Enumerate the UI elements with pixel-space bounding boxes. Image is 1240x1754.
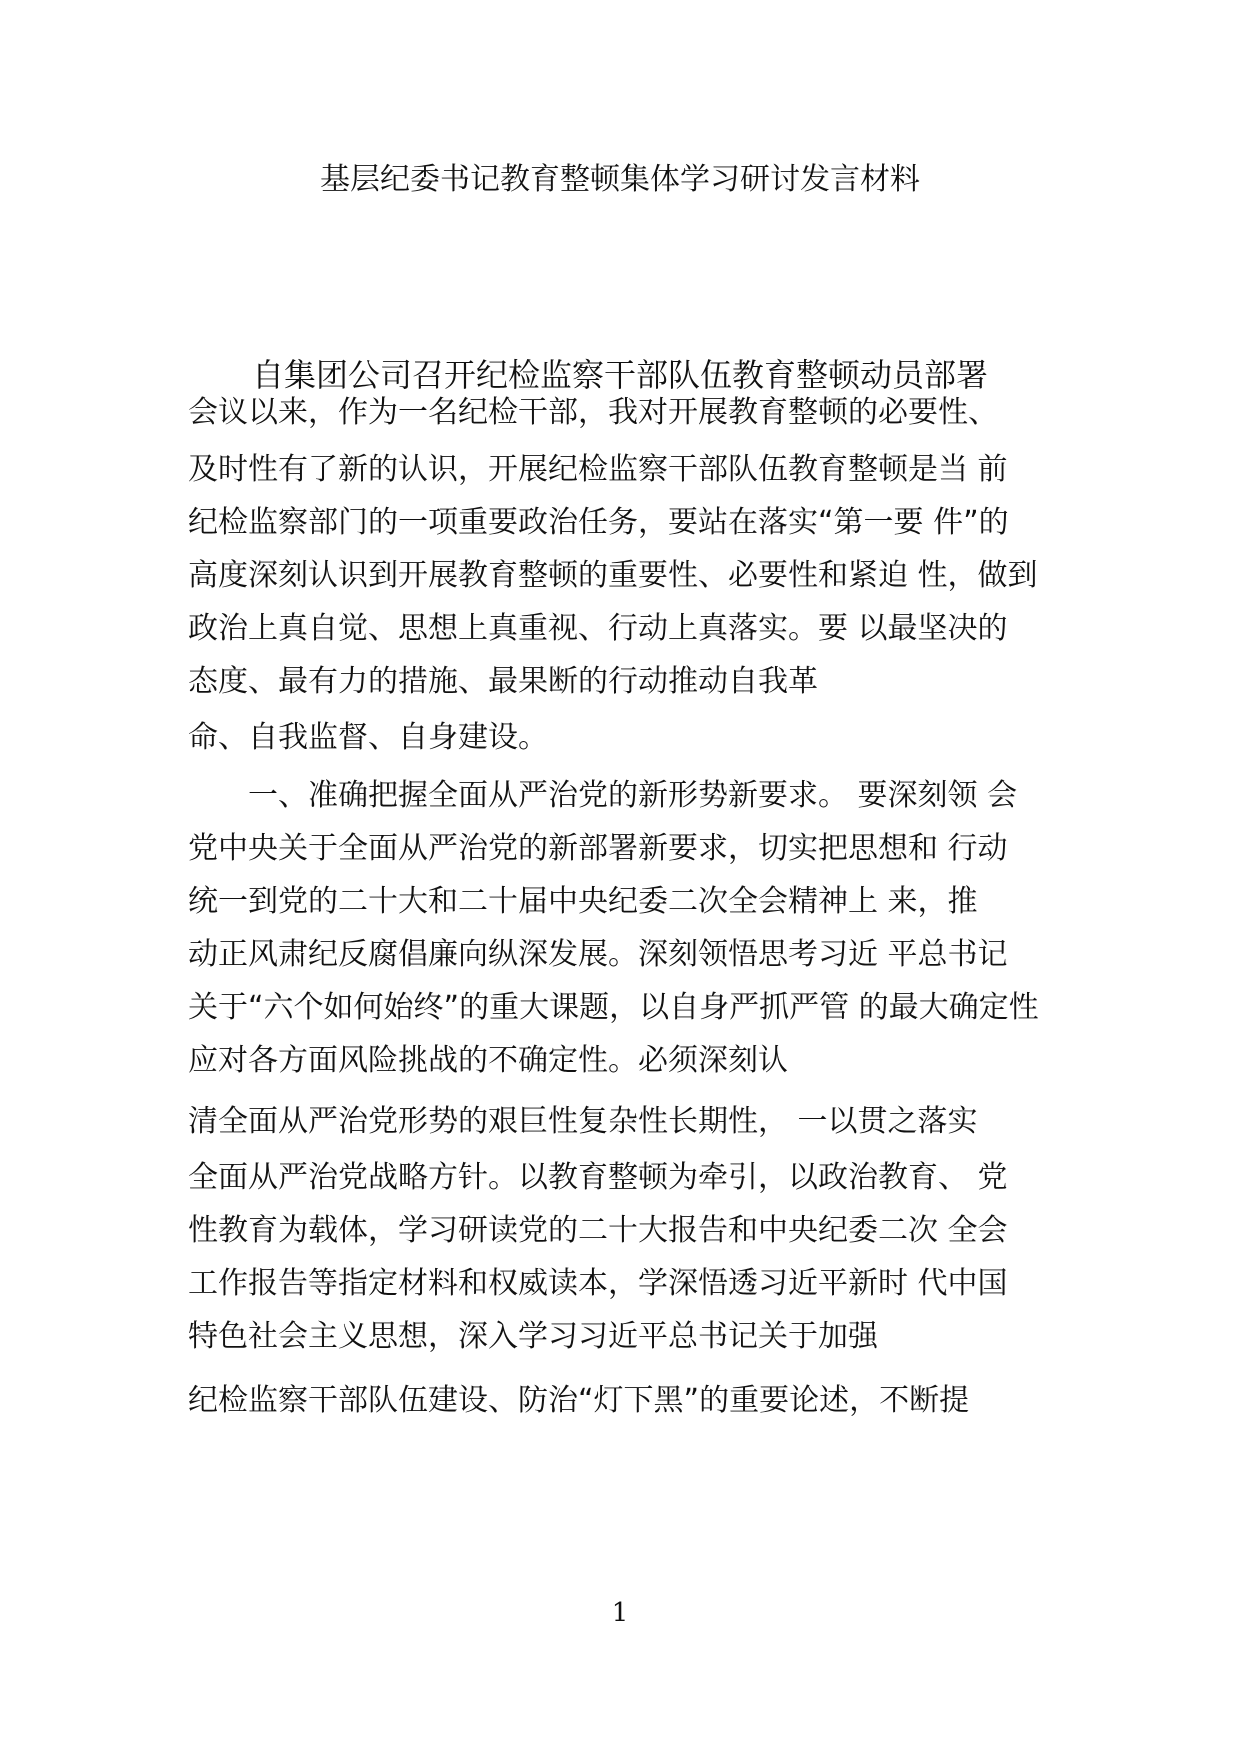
section-heading-line: 一、准确把握全面从严治党的新形势新要求。 要深刻领 会 xyxy=(188,778,1018,813)
body-line: 清全面从严治党形势的艰巨性复杂性长期性， 一以贯之落实 xyxy=(188,1104,978,1139)
body-line: 动正风肃纪反腐倡廉向纵深发展。深刻领悟思考习近 平总书记 xyxy=(188,937,1008,972)
body-line: 态度、最有力的措施、最果断的行动推动自我革 xyxy=(188,664,818,699)
body-line: 高度深刻认识到开展教育整顿的重要性、必要性和紧迫 性，做到 xyxy=(188,558,1038,593)
body-line: 性教育为载体，学习研读党的二十大报告和中央纪委二次 全会 xyxy=(188,1213,1008,1248)
body-line: 特色社会主义思想，深入学习习近平总书记关于加强 xyxy=(188,1319,878,1354)
body-line: 命、自我监督、自身建设。 xyxy=(188,720,548,755)
body-line: 全面从严治党战略方针。以教育整顿为牵引，以政治教育、 党 xyxy=(188,1160,1008,1195)
body-line: 工作报告等指定材料和权威读本，学深悟透习近平新时 代中国 xyxy=(188,1266,1008,1301)
body-line: 应对各方面风险挑战的不确定性。必须深刻认 xyxy=(188,1043,788,1078)
body-line: 纪检监察部门的一项重要政治任务，要站在落实“第一要 件”的 xyxy=(188,505,1009,540)
body-line: 统一到党的二十大和二十届中央纪委二次全会精神上 来，推 xyxy=(188,884,978,919)
body-line: 自集团公司召开纪检监察干部队伍教育整顿动员部署 xyxy=(251,356,988,394)
body-line: 党中央关于全面从严治党的新部署新要求，切实把思想和 行动 xyxy=(188,831,1008,866)
body-line: 关于“六个如何始终”的重大课题，以自身严抓严管 的最大确定性 xyxy=(188,990,1039,1025)
body-line: 政治上真自觉、思想上真重视、行动上真落实。要 以最坚决的 xyxy=(188,611,1008,646)
body-line: 及时性有了新的认识，开展纪检监察干部队伍教育整顿是当 前 xyxy=(188,452,1008,487)
body-line: 会议以来，作为一名纪检干部，我对开展教育整顿的必要性、 xyxy=(188,395,998,430)
page-number: 1 xyxy=(611,1598,629,1628)
body-line: 纪检监察干部队伍建设、防治“灯下黑”的重要论述，不断提 xyxy=(188,1383,970,1418)
document-title: 基层纪委书记教育整顿集体学习研讨发言材料 xyxy=(320,162,920,197)
